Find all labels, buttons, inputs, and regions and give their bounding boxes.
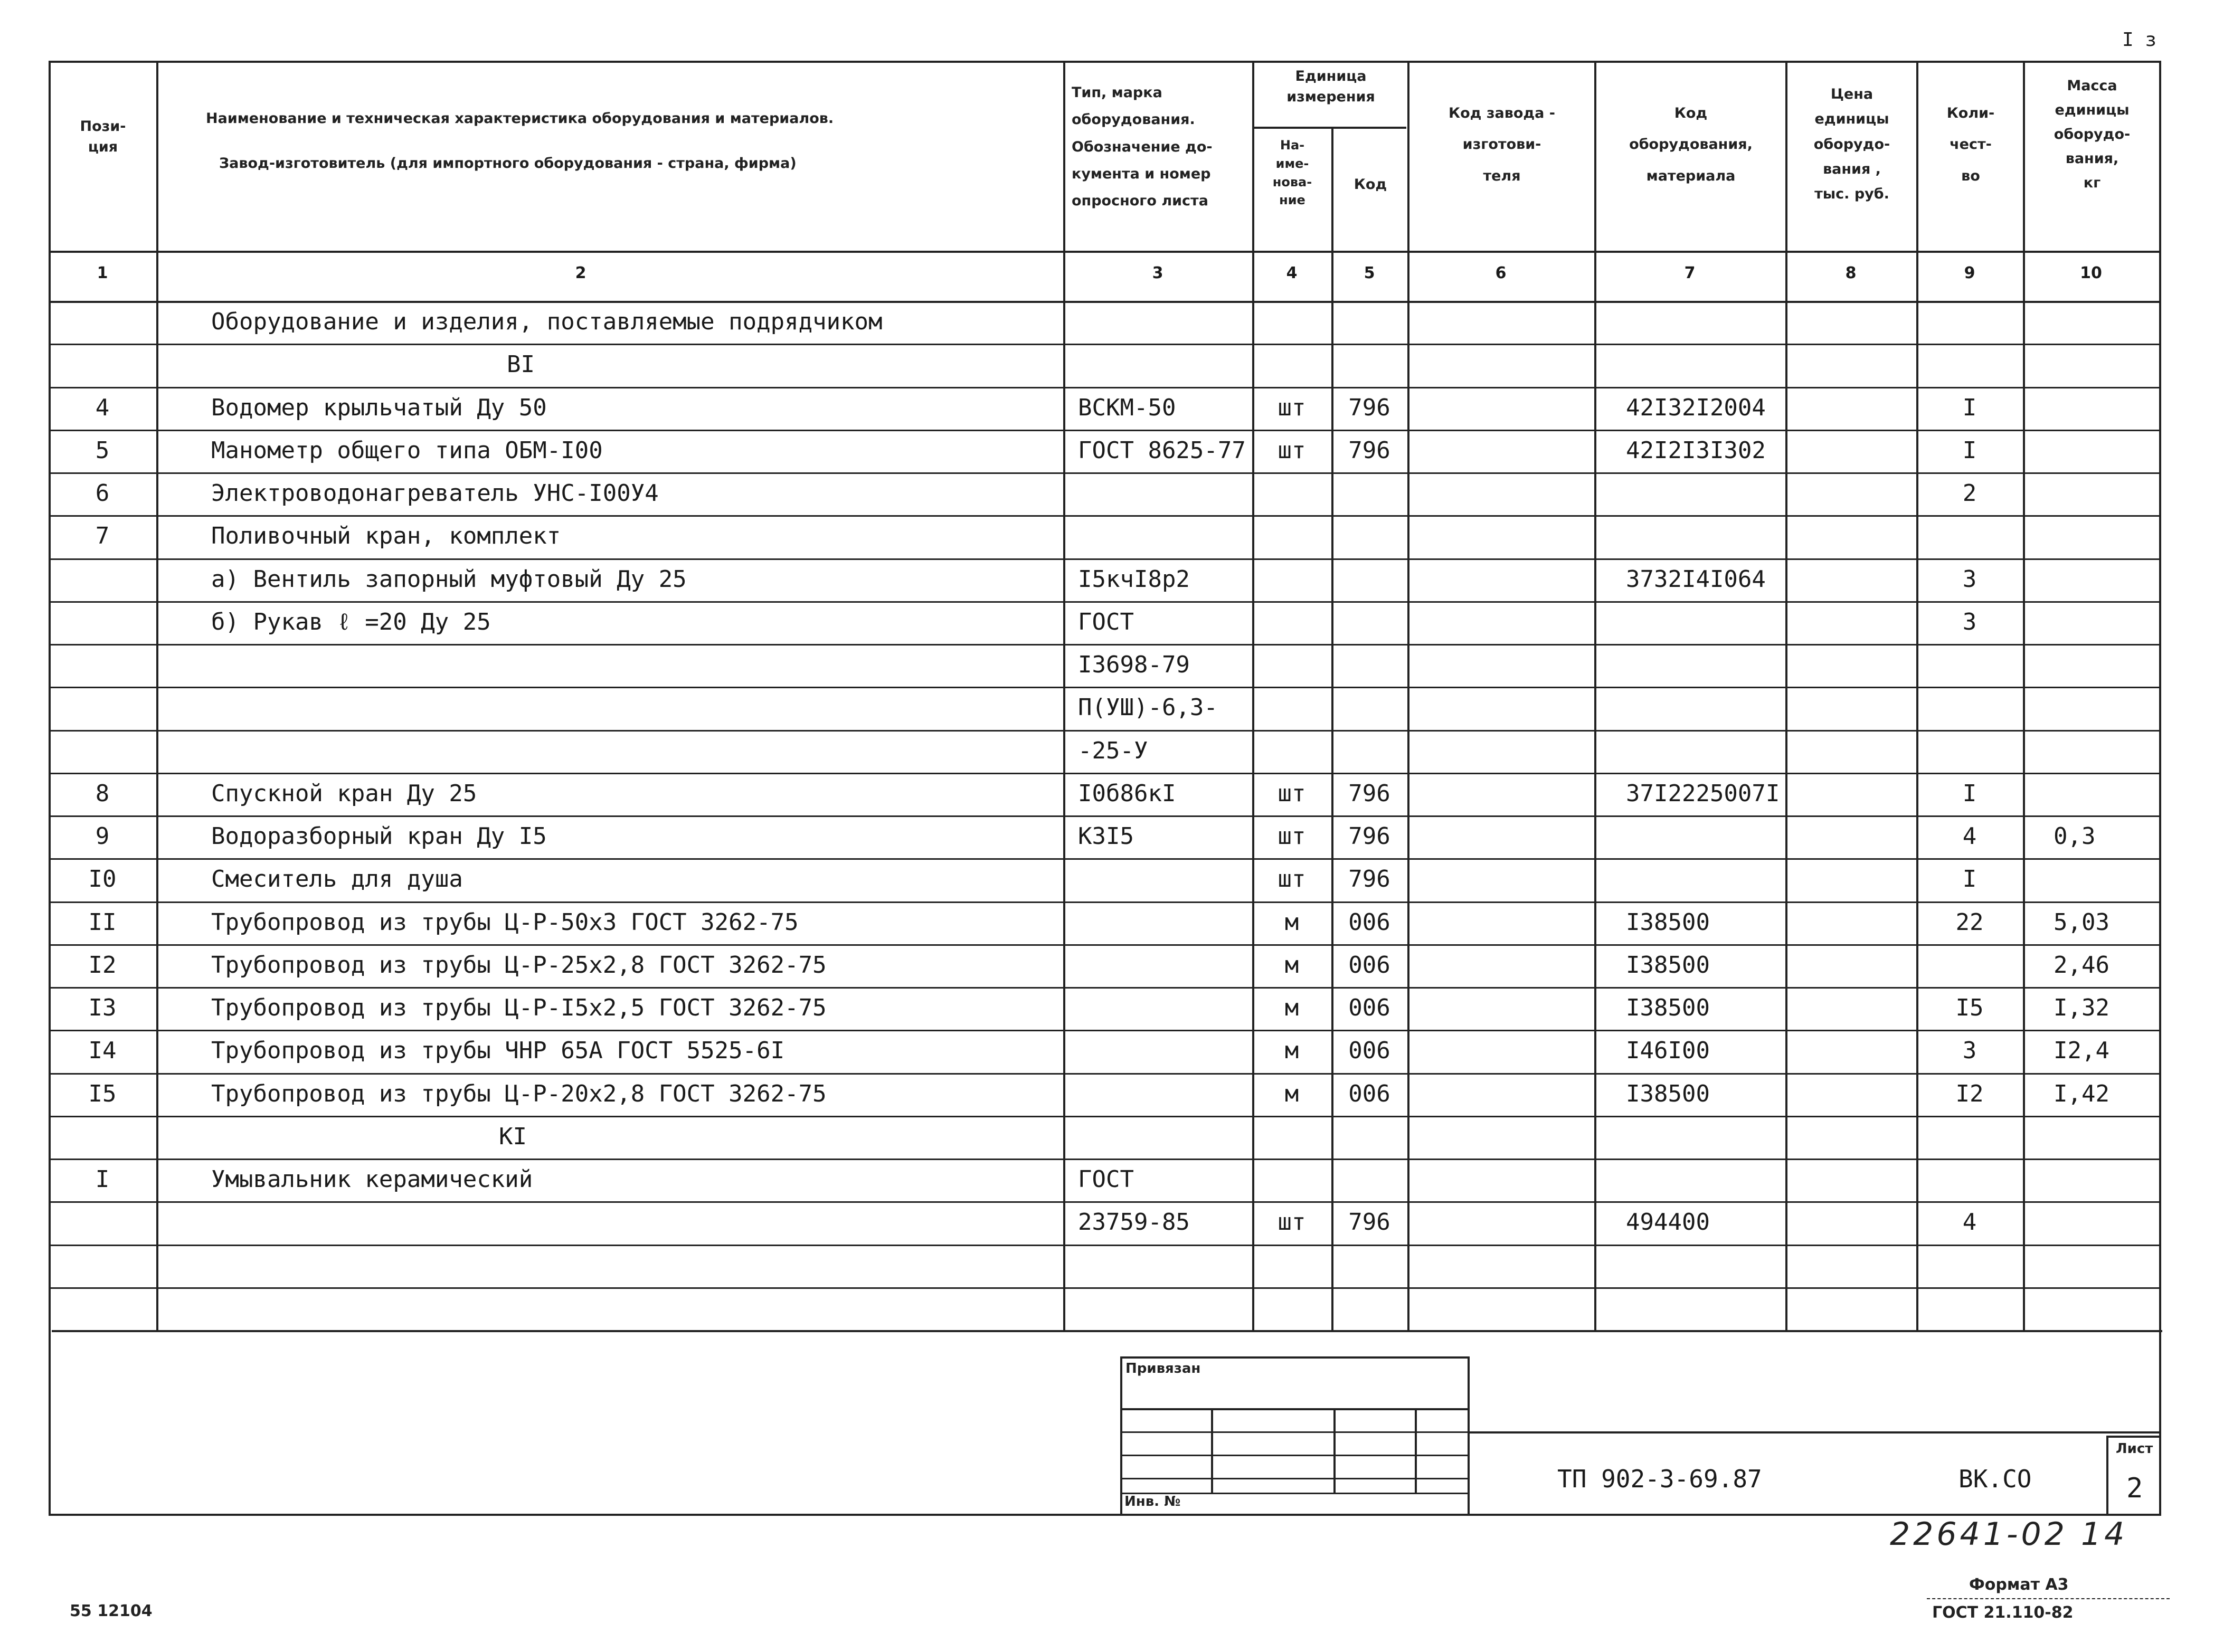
row-equip-code: 42I2I3I302 xyxy=(1626,436,1766,464)
stamp-line xyxy=(1120,1356,1122,1515)
header-unit-code: Код xyxy=(1354,176,1387,193)
row-mass: 0,3 xyxy=(2054,823,2096,850)
row-unit: шт xyxy=(1278,866,1306,893)
row-unit: м xyxy=(1284,908,1299,936)
col-divider-2 xyxy=(1063,61,1065,1330)
col-divider-7 xyxy=(1785,61,1787,1330)
row-unit-code: 796 xyxy=(1348,866,1390,893)
handwritten-number: 22641-02 14 xyxy=(1890,1516,2128,1553)
row-unit: м xyxy=(1284,951,1299,979)
colnum-6: 6 xyxy=(1495,264,1507,282)
row-equip-code: 42I32I2004 xyxy=(1626,394,1766,421)
row-unit-code: 796 xyxy=(1348,823,1390,850)
row-equip-code: I46I00 xyxy=(1626,1037,1710,1065)
row-name: б) Рукав ℓ =20 Ду 25 xyxy=(211,608,491,635)
row-mass: 2,46 xyxy=(2054,951,2109,979)
row-unit-code: 006 xyxy=(1348,1080,1390,1107)
row-separator xyxy=(51,644,2160,645)
row-qty: 3 xyxy=(1962,1037,1977,1065)
row-separator xyxy=(51,987,2160,989)
row-name: Поливочный кран, комплект xyxy=(211,523,561,550)
col-divider-5 xyxy=(1407,61,1409,1330)
footer-format: Формат А3 xyxy=(1969,1575,2069,1594)
header-qty: Коли- чест- во xyxy=(1946,105,1995,184)
row-unit: шт xyxy=(1278,823,1306,850)
row-mass: I2,4 xyxy=(2054,1037,2109,1065)
stamp-line xyxy=(2106,1436,2161,1438)
row-mass: I,32 xyxy=(2054,994,2109,1021)
row-name: Смеситель для душа xyxy=(211,866,463,893)
row-type: 23759-85 xyxy=(1078,1209,1190,1236)
col-divider-6 xyxy=(1594,61,1596,1330)
header-price: Цена единицы оборудо- вания , тыс. руб. xyxy=(1813,86,1890,202)
row-name: Трубопровод из трубы Ц-Р-25х2,8 ГОСТ 3262-75 xyxy=(211,951,827,979)
colnum-10: 10 xyxy=(2080,264,2102,282)
row-separator xyxy=(51,901,2160,903)
row-unit-code: 796 xyxy=(1348,1209,1390,1236)
row-separator xyxy=(51,730,2160,732)
row-position: I0 xyxy=(88,866,117,893)
col-divider-3 xyxy=(1252,61,1254,1330)
row-name: Трубопровод из трубы ЧНР 65А ГОСТ 5525-6I xyxy=(211,1037,785,1065)
row-unit: м xyxy=(1284,1037,1299,1065)
row-position: I4 xyxy=(88,1037,117,1065)
row-separator xyxy=(51,687,2160,688)
row-name: Электроводонагреватель УНС-I00У4 xyxy=(211,480,659,507)
row-separator xyxy=(51,601,2160,603)
stamp-doc-code: ТП 902-3-69.87 xyxy=(1557,1465,1762,1493)
stamp-mark: ВК.СО xyxy=(1958,1465,2032,1493)
colnum-1: 1 xyxy=(97,264,108,282)
row-equip-code: I38500 xyxy=(1626,1080,1710,1107)
row-qty: 3 xyxy=(1962,565,1977,593)
row-qty: I2 xyxy=(1955,1080,1984,1107)
frame-bottom-border xyxy=(49,1514,2161,1516)
footer-left: 55 12104 xyxy=(70,1602,153,1620)
row-type: ГОСТ xyxy=(1078,608,1134,635)
col-divider-9 xyxy=(2023,61,2025,1330)
row-separator xyxy=(51,1201,2160,1203)
row-name: BI xyxy=(507,351,535,378)
header-name-line2: Завод-изготовитель (для импортного оборудования - страна, фирма) xyxy=(219,155,797,172)
stamp-line xyxy=(1468,1431,2161,1433)
row-separator xyxy=(51,1116,2160,1117)
colnum-5: 5 xyxy=(1364,264,1375,282)
right-border xyxy=(2159,61,2161,1515)
colnum-9: 9 xyxy=(1964,264,1975,282)
header-equip-code: Код оборудования, материала xyxy=(1629,105,1753,184)
row-position: I xyxy=(95,1166,110,1193)
row-name: Оборудование и изделия, поставляемые подрядчиком xyxy=(211,308,883,335)
row-separator xyxy=(51,773,2160,774)
row-type: ГОСТ xyxy=(1078,1166,1134,1193)
row-equip-code: 494400 xyxy=(1626,1209,1710,1236)
row-unit: шт xyxy=(1278,436,1306,464)
colnum-2: 2 xyxy=(575,264,586,282)
row-unit: м xyxy=(1284,1080,1299,1107)
row-type: -25-У xyxy=(1078,737,1148,764)
header-bottom-border xyxy=(49,251,2161,253)
row-equip-code: 37I2225007I xyxy=(1626,780,1780,807)
row-separator xyxy=(51,815,2160,817)
stamp-line xyxy=(1211,1408,1213,1493)
row-unit-code: 796 xyxy=(1348,394,1390,421)
row-separator xyxy=(51,472,2160,474)
row-unit-code: 006 xyxy=(1348,1037,1390,1065)
colnum-bottom-border xyxy=(49,301,2161,303)
row-separator xyxy=(51,944,2160,946)
row-type: ВСКМ-50 xyxy=(1078,394,1176,421)
row-separator xyxy=(51,1159,2160,1160)
row-qty: I5 xyxy=(1955,994,1984,1021)
row-position: 4 xyxy=(95,394,110,421)
row-unit-code: 006 xyxy=(1348,994,1390,1021)
row-name: KI xyxy=(499,1123,527,1150)
row-name: а) Вентиль запорный муфтовый Ду 25 xyxy=(211,565,687,593)
row-unit-code: 006 xyxy=(1348,951,1390,979)
row-equip-code: I38500 xyxy=(1626,994,1710,1021)
row-unit-code: 006 xyxy=(1348,908,1390,936)
col-divider-4 xyxy=(1331,127,1333,1330)
row-unit-code: 796 xyxy=(1348,436,1390,464)
row-qty: 22 xyxy=(1955,908,1984,936)
table-top-border xyxy=(49,61,2161,63)
row-separator xyxy=(51,387,2160,388)
row-separator xyxy=(51,344,2160,345)
row-name: Манометр общего типа ОБМ-I00 xyxy=(211,436,603,464)
row-separator xyxy=(51,1030,2160,1031)
stamp-inv: Инв. № xyxy=(1124,1494,1181,1509)
footer-gost: ГОСТ 21.110-82 xyxy=(1932,1603,2074,1622)
header-mass: Масса единицы оборудо- вания, кг xyxy=(2054,78,2131,191)
row-name: Трубопровод из трубы Ц-Р-I5х2,5 ГОСТ 3262-75 xyxy=(211,994,827,1021)
row-position: 5 xyxy=(95,436,110,464)
row-equip-code: 3732I4I064 xyxy=(1626,565,1766,593)
row-name: Трубопровод из трубы Ц-Р-20х2,8 ГОСТ 3262-75 xyxy=(211,1080,827,1107)
header-name-line1: Наименование и техническая характеристика оборудования и материалов. xyxy=(206,110,834,127)
row-name: Водомер крыльчатый Ду 50 xyxy=(211,394,547,421)
row-qty: 4 xyxy=(1962,823,1977,850)
stamp-sheet-label: Лист xyxy=(2116,1441,2153,1457)
row-qty: 2 xyxy=(1962,480,1977,507)
row-separator xyxy=(51,558,2160,560)
row-unit: шт xyxy=(1278,394,1306,421)
row-position: 6 xyxy=(95,480,110,507)
row-qty: 3 xyxy=(1962,608,1977,635)
footer-rule xyxy=(1927,1598,2170,1599)
row-position: 9 xyxy=(95,823,110,850)
header-maker-code: Код завода - изготови- теля xyxy=(1449,105,1555,184)
row-position: I2 xyxy=(88,951,117,979)
stamp-line xyxy=(1120,1356,1468,1359)
row-type: ГОСТ 8625-77 xyxy=(1078,436,1246,464)
left-border xyxy=(49,61,51,1515)
colnum-4: 4 xyxy=(1286,264,1298,282)
row-name: Спускной кран Ду 25 xyxy=(211,780,477,807)
row-name: Водоразборный кран Ду I5 xyxy=(211,823,547,850)
row-separator xyxy=(51,1287,2160,1289)
row-mass: I,42 xyxy=(2054,1080,2109,1107)
row-separator xyxy=(51,858,2160,860)
row-equip-code: I38500 xyxy=(1626,908,1710,936)
row-type: П(УШ)-6,3- xyxy=(1078,694,1218,721)
row-type: I3698-79 xyxy=(1078,651,1190,678)
table-bottom-border xyxy=(52,1330,2162,1332)
colnum-7: 7 xyxy=(1684,264,1696,282)
colnum-8: 8 xyxy=(1845,264,1857,282)
row-separator xyxy=(51,1245,2160,1246)
row-position: II xyxy=(88,908,117,936)
row-position: I5 xyxy=(88,1080,117,1107)
col-divider-8 xyxy=(1916,61,1918,1330)
header-unit: Единица измерения xyxy=(1286,68,1375,106)
row-qty: I xyxy=(1962,866,1977,893)
header-unit-name: На- име- нова- ние xyxy=(1272,138,1312,208)
row-unit: м xyxy=(1284,994,1299,1021)
colnum-3: 3 xyxy=(1152,264,1163,282)
stamp-line xyxy=(1333,1408,1336,1493)
stamp-line xyxy=(1415,1408,1417,1493)
row-position: 7 xyxy=(95,523,110,550)
row-separator xyxy=(51,515,2160,517)
row-unit-code: 796 xyxy=(1348,780,1390,807)
row-name: Трубопровод из трубы Ц-Р-50х3 ГОСТ 3262-75 xyxy=(211,908,799,936)
stamp-sheet-no: 2 xyxy=(2126,1473,2143,1504)
header-type: Тип, марка оборудования. Обозначение до- кумента и номер опросного листа xyxy=(1072,84,1213,210)
header-position: Пози- ция xyxy=(80,118,126,156)
row-qty: I xyxy=(1962,436,1977,464)
row-separator xyxy=(51,1073,2160,1075)
stamp-privyazan: Привязан xyxy=(1125,1361,1201,1376)
row-qty: I xyxy=(1962,780,1977,807)
row-mass: 5,03 xyxy=(2054,908,2109,936)
row-position: 8 xyxy=(95,780,110,807)
row-position: I3 xyxy=(88,994,117,1021)
stamp-line xyxy=(2106,1436,2108,1515)
row-type: I0б86кI xyxy=(1078,780,1176,807)
row-separator xyxy=(51,430,2160,431)
row-name: Умывальник керамический xyxy=(211,1166,533,1193)
row-type: К3I5 xyxy=(1078,823,1134,850)
stamp-line xyxy=(1468,1356,1470,1515)
corner-mark: I з xyxy=(2122,29,2157,51)
col-divider-1 xyxy=(156,61,158,1330)
unit-split-line xyxy=(1252,127,1406,129)
row-qty: 4 xyxy=(1962,1209,1977,1236)
row-unit: шт xyxy=(1278,780,1306,807)
row-equip-code: I38500 xyxy=(1626,951,1710,979)
row-type: I5кчI8р2 xyxy=(1078,565,1190,593)
row-qty: I xyxy=(1962,394,1977,421)
row-unit: шт xyxy=(1278,1209,1306,1236)
